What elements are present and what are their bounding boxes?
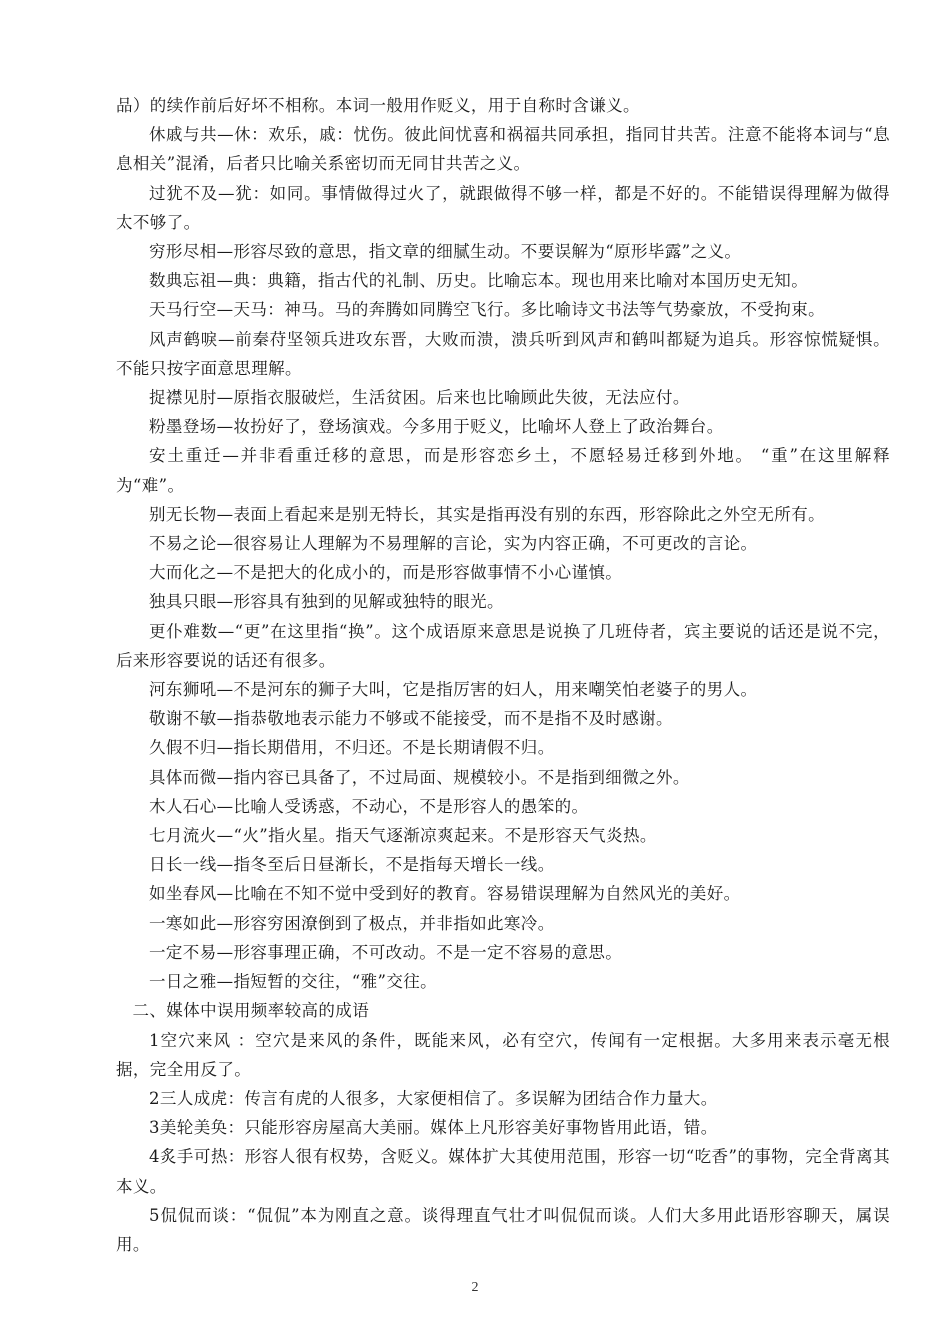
paragraph-continuation: 品）的续作前后好坏不相称。本词一般用作贬义，用于自称时含谦义。 <box>116 96 640 115</box>
idiom-entry: 独具只眼—形容具有独到的见解或独特的眼光。 <box>149 592 504 612</box>
idiom-entry: 数典忘祖—典：典籍，指古代的礼制、历史。比喻忘本。现也用来比喻对本国历史无知。 <box>149 271 809 291</box>
idiom-entry: 久假不归—指长期借用，不归还。不是长期请假不归。 <box>149 738 555 758</box>
document-body <box>116 91 890 1259</box>
misused-idiom-item: 3美轮美奂：只能形容房屋高大美丽。媒体上凡形容美好事物皆用此语，错。 <box>149 1118 718 1138</box>
idiom-entry: 不易之论—很容易让人理解为不易理解的言论，实为内容正确，不可更改的言论。 <box>149 534 758 554</box>
idiom-entry: 大而化之—不是把大的化成小的，而是形容做事情不小心谨慎。 <box>149 563 623 583</box>
idiom-entry: 休戚与共—休：欢乐，戚：忧伤。彼此间忧喜和祸福共同承担，指同甘共苦。注意不能将本词与“息息相关”混淆，后者只比喻关系密切而无同甘共苦之义。 <box>116 125 890 174</box>
section-heading: 二、媒体中误用频率较高的成语 <box>132 1001 370 1021</box>
idiom-entry: 更仆难数—“更”在这里指“换”。这个成语原来意思是说换了几班侍者，宾主要说的话还是说不完，后来形容要说的话还有很多。 <box>116 621 890 670</box>
idiom-entry: 具体而微—指内容已具备了，不过局面、规模较小。不是指到细微之外。 <box>149 767 690 787</box>
idiom-entry: 如坐春风—比喻在不知不觉中受到好的教育。容易错误理解为自然风光的美好。 <box>149 884 741 904</box>
idiom-entry: 天马行空—天马：神马。马的奔腾如同腾空飞行。多比喻诗文书法等气势豪放，不受拘束。 <box>149 300 825 320</box>
idiom-entry: 七月流火—“火”指火星。指天气逐渐凉爽起来。不是形容天气炎热。 <box>149 826 657 846</box>
misused-idiom-item: 1空穴来风 ：空穴是来风的条件，既能来风，必有空穴，传闻有一定根据。大多用来表示毫无根据，完全用反了。 <box>116 1030 890 1079</box>
misused-idiom-item: 2三人成虎：传言有虎的人很多，大家便相信了。多误解为团结合作力量大。 <box>149 1088 718 1108</box>
idiom-entry: 风声鹤唳—前秦苻坚领兵进攻东晋，大败而溃，溃兵听到风声和鹤叫都疑为追兵。形容惊慌疑惧。不能只按字面意思理解。 <box>116 329 890 378</box>
idiom-entry: 粉墨登场—妆扮好了，登场演戏。今多用于贬义，比喻坏人登上了政治舞台。 <box>149 417 724 437</box>
idiom-entry: 一日之雅—指短暂的交往，“雅”交往。 <box>149 972 438 992</box>
idiom-entry: 一寒如此—形容穷困潦倒到了极点，并非指如此寒冷。 <box>149 913 555 933</box>
idiom-entry: 安土重迁—并非看重迁移的意思，而是形容恋乡土，不愿轻易迁移到外地。 “重”在这里解释为“难”。 <box>116 446 890 495</box>
idiom-entry: 穷形尽相—形容尽致的意思，指文章的细腻生动。不要误解为“原形毕露”之义。 <box>149 242 742 262</box>
idiom-entry: 木人石心—比喻人受诱惑，不动心，不是形容人的愚笨的。 <box>149 796 589 816</box>
idiom-entry: 敬谢不敏—指恭敬地表示能力不够或不能接受，而不是指不及时感谢。 <box>149 709 673 729</box>
idiom-entry: 过犹不及—犹：如同。事情做得过火了，就跟做得不够一样，都是不好的。不能错误得理解为做得太不够了。 <box>116 183 890 232</box>
misused-idiom-item: 5侃侃而谈：“侃侃”本为刚直之意。谈得理直气壮才叫侃侃而谈。人们大多用此语形容聊天，属误用。 <box>116 1205 890 1254</box>
page-number: 2 <box>471 1280 479 1295</box>
idiom-entry: 捉襟见肘—原指衣服破烂，生活贫困。后来也比喻顾此失彼，无法应付。 <box>149 388 690 408</box>
idiom-entry: 别无长物—表面上看起来是别无特长，其实是指再没有别的东西，形容除此之外空无所有。 <box>149 504 825 524</box>
idiom-entry: 河东狮吼—不是河东的狮子大叫，它是指厉害的妇人，用来嘲笑怕老婆子的男人。 <box>149 680 758 700</box>
idiom-entry: 日长一线—指冬至后日昼渐长，不是指每天增长一线。 <box>149 855 555 875</box>
idiom-entry: 一定不易—形容事理正确，不可改动。不是一定不容易的意思。 <box>149 942 623 962</box>
misused-idiom-item: 4炙手可热：形容人很有权势，含贬义。媒体扩大其使用范围，形容一切“吃香”的事物，完全背离其本义。 <box>116 1147 890 1196</box>
